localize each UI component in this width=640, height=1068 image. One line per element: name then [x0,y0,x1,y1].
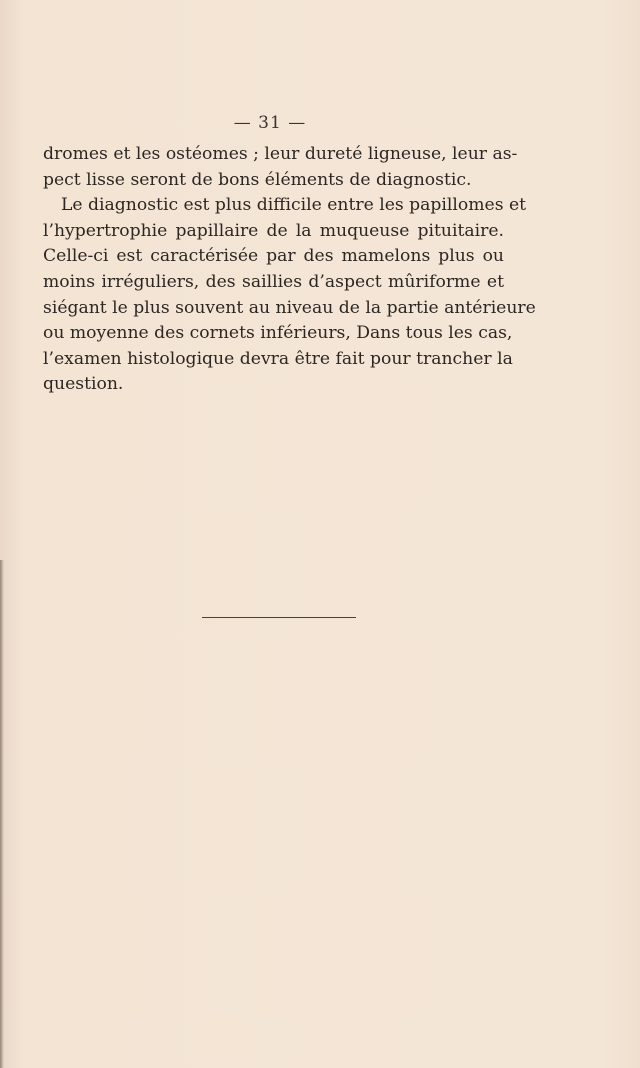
text-line: dromes et les ostéomes ; leur dureté ligneuse, leur as- [43,144,518,164]
binding-edge [0,560,4,1068]
text-line: Le diagnostic est plus difficile entre les papillomes et [61,195,527,216]
text-line: Celle-ci est caractérisée par des mamelons plus ou [43,246,504,267]
body-text [43,142,536,398]
text-line: l’examen histologique devra être fait pour trancher la [43,348,513,369]
text-line: question. [43,374,124,395]
text-line: ou moyenne des cornets inférieurs, Dans tous les cas, [43,323,513,344]
text-line: moins irréguliers, des saillies d’aspect mûriforme et [43,271,504,292]
text-line: pect lisse seront de bons éléments de diagnostic. [43,169,472,190]
section-divider [202,617,356,618]
text-line: l’hypertrophie papillaire de la muqueuse pituitaire. [43,220,504,241]
text-line: siégant le plus souvent au niveau de la partie antérieure [43,297,536,318]
page-number: — 31 — [233,113,307,133]
